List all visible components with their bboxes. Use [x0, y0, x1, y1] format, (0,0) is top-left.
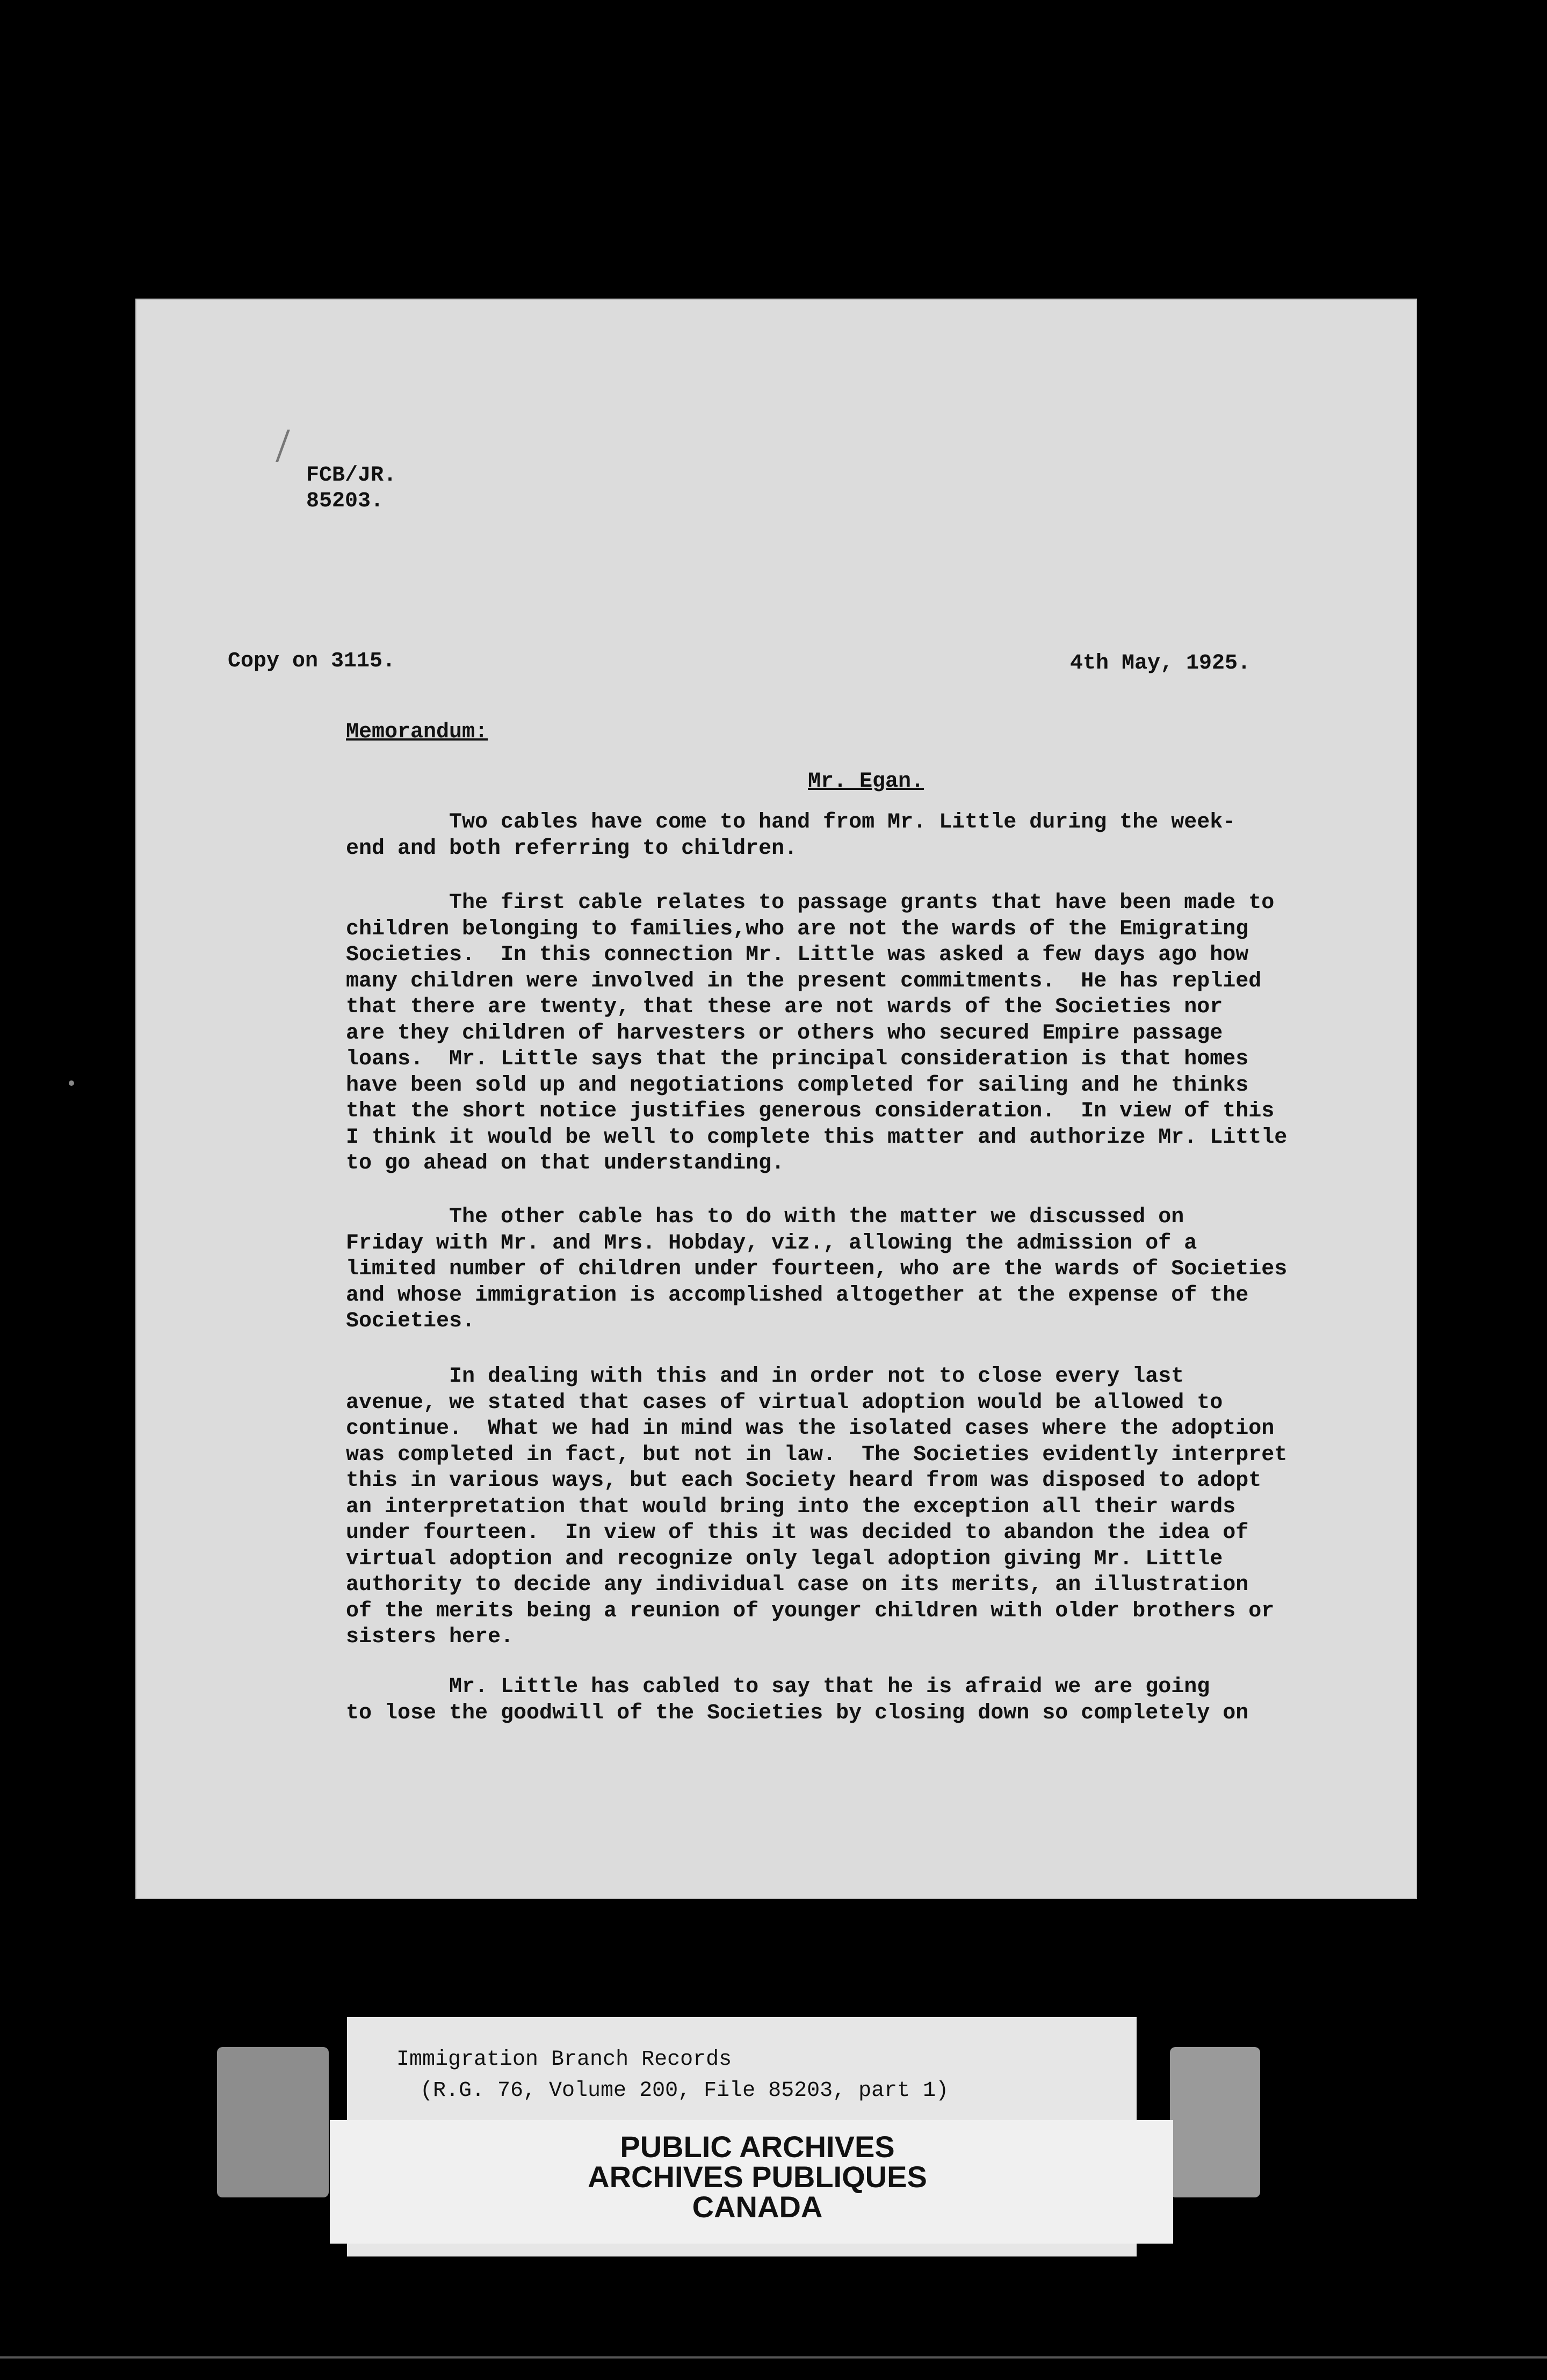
label-tab-left — [217, 2047, 329, 2197]
bottom-rule — [0, 2356, 1547, 2359]
paragraph-4: In dealing with this and in order not to close every last avenue, we stated that cases of virtual adoption would be allowed to continue. What we had in mind was the isolated cases where the adoption was completed in fact, but not in law. The Societies evidently interpret this in various ways, but each Society heard from was disposed to adopt an interpretation that would bring into the exception all their wards under fourteen. In view of this it was decided to abandon the idea of virtual adoption and recognize only legal adoption giving Mr. Little authority to decide any individual case on its merits, an illustration of the merits being a reunion of younger children with older brothers or sisters here. — [346, 1365, 1288, 1649]
label-tab-right — [1170, 2047, 1260, 2197]
reference-line-2: 85203. — [306, 489, 384, 513]
reference-line-1: FCB/JR. — [306, 463, 397, 488]
reference-block — [306, 463, 396, 514]
paragraph-2: The first cable relates to passage grants that have been made to children belonging to families,who are not the wards of the Emigrating Societies. In this connection Mr. Little was asked a few days ago how many children were involved in the present commitments. He has replied that there are twenty, that these are not wards of the Societies nor are they children of harvesters or others who secured Empire passage loans. Mr. Little says that the principal consideration is that homes have been sold up and negotiations completed for sailing and he thinks that the short notice justifies generous consideration. In view of this I think it would be well to complete this matter and authorize Mr. Little to go ahead on that understanding. — [346, 891, 1288, 1176]
paragraph-3: The other cable has to do with the matter we discussed on Friday with Mr. and Mrs. Hobday, viz., allowing the admission of a limited number of children under fourteen, who are the wards of Societies and whose immigration is accomplished altogether at the expense of the Societies. — [346, 1205, 1288, 1333]
speck — [69, 1080, 74, 1086]
copy-on-line: Copy on 3115. — [228, 649, 396, 673]
addressee: Mr. Egan. — [808, 770, 924, 794]
archives-stamp — [537, 2132, 978, 2222]
memo-heading: Memorandum: — [346, 720, 488, 744]
archive-label-line-2: (R.G. 76, Volume 200, File 85203, part 1) — [420, 2079, 949, 2103]
archives-stamp-line-1: PUBLIC ARCHIVES — [620, 2130, 895, 2164]
paragraph-5: Mr. Little has cabled to say that he is afraid we are going to lose the goodwill of the Societies by closing down so completely on — [346, 1675, 1249, 1725]
paragraph-1: Two cables have come to hand from Mr. Little during the week- end and both referring to children. — [346, 810, 1236, 861]
archive-label-line-1: Immigration Branch Records — [396, 2048, 732, 2072]
archives-stamp-line-2: ARCHIVES PUBLIQUES — [588, 2160, 927, 2194]
date-line: 4th May, 1925. — [1070, 651, 1251, 676]
archives-stamp-line-3: CANADA — [692, 2190, 823, 2224]
